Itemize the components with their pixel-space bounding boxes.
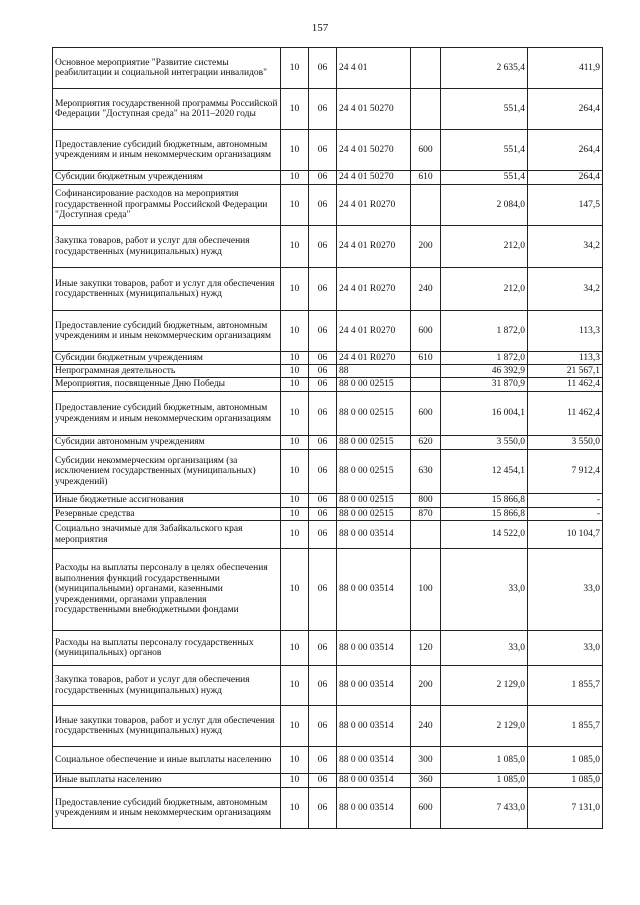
planned-amount-cell: 1 085,0	[441, 747, 528, 774]
subsection-code-cell: 06	[309, 171, 337, 185]
target-item-cell: 88 0 00 03514	[337, 747, 411, 774]
table-row	[53, 788, 603, 829]
subsection-code-cell: 06	[309, 89, 337, 130]
expense-type-cell: 600	[411, 130, 441, 171]
executed-amount-cell: 264,4	[528, 89, 603, 130]
expense-type-cell: 300	[411, 747, 441, 774]
planned-amount-cell: 46 392,9	[441, 365, 528, 378]
table-row	[53, 89, 603, 130]
row-name-cell: Иные закупки товаров, работ и услуг для обеспечения государственных (муниципальных) нужд	[53, 706, 281, 747]
table-row	[53, 130, 603, 171]
expense-type-cell: 620	[411, 436, 441, 450]
table-row	[53, 436, 603, 450]
expense-type-cell	[411, 378, 441, 392]
executed-amount-cell: 264,4	[528, 171, 603, 185]
section-code-cell: 10	[281, 365, 309, 378]
target-item-cell: 88 0 00 02515	[337, 450, 411, 494]
executed-amount-cell: 147,5	[528, 185, 603, 226]
row-name-cell: Закупка товаров, работ и услуг для обеспечения государственных (муниципальных) нужд	[53, 226, 281, 268]
row-name-cell: Резервные средства	[53, 508, 281, 521]
subsection-code-cell: 06	[309, 48, 337, 89]
expense-type-cell: 200	[411, 226, 441, 268]
target-item-cell: 88 0 00 03514	[337, 631, 411, 666]
section-code-cell: 10	[281, 171, 309, 185]
planned-amount-cell: 551,4	[441, 89, 528, 130]
target-item-cell: 88 0 00 03514	[337, 788, 411, 829]
expense-type-cell: 600	[411, 788, 441, 829]
row-name-cell: Иные бюджетные ассигнования	[53, 494, 281, 508]
row-name-cell: Субсидии бюджетным учреждениям	[53, 352, 281, 365]
executed-amount-cell: 1 085,0	[528, 774, 603, 788]
planned-amount-cell: 31 870,9	[441, 378, 528, 392]
section-code-cell: 10	[281, 508, 309, 521]
target-item-cell: 24 4 01 R0270	[337, 226, 411, 268]
table-row	[53, 171, 603, 185]
table-row	[53, 494, 603, 508]
section-code-cell: 10	[281, 48, 309, 89]
section-code-cell: 10	[281, 226, 309, 268]
executed-amount-cell: 1 855,7	[528, 706, 603, 747]
planned-amount-cell: 2 635,4	[441, 48, 528, 89]
subsection-code-cell: 06	[309, 774, 337, 788]
subsection-code-cell: 06	[309, 706, 337, 747]
planned-amount-cell: 33,0	[441, 549, 528, 631]
row-name-cell: Субсидии бюджетным учреждениям	[53, 171, 281, 185]
row-name-cell: Иные выплаты населению	[53, 774, 281, 788]
subsection-code-cell: 06	[309, 378, 337, 392]
executed-amount-cell: 11 462,4	[528, 378, 603, 392]
planned-amount-cell: 212,0	[441, 226, 528, 268]
subsection-code-cell: 06	[309, 130, 337, 171]
row-name-cell: Субсидии некоммерческим организациям (за исключением государственных (муниципальных) учреждений)	[53, 450, 281, 494]
expense-type-cell	[411, 365, 441, 378]
expense-type-cell: 630	[411, 450, 441, 494]
expense-type-cell	[411, 89, 441, 130]
executed-amount-cell: 7 912,4	[528, 450, 603, 494]
table-row	[53, 508, 603, 521]
subsection-code-cell: 06	[309, 185, 337, 226]
expense-type-cell	[411, 185, 441, 226]
table-row	[53, 378, 603, 392]
expense-type-cell: 610	[411, 171, 441, 185]
subsection-code-cell: 06	[309, 365, 337, 378]
expense-type-cell: 600	[411, 392, 441, 436]
planned-amount-cell: 14 522,0	[441, 521, 528, 549]
section-code-cell: 10	[281, 521, 309, 549]
table-row	[53, 747, 603, 774]
row-name-cell: Расходы на выплаты персоналу государственных (муниципальных) органов	[53, 631, 281, 666]
executed-amount-cell: -	[528, 494, 603, 508]
section-code-cell: 10	[281, 631, 309, 666]
section-code-cell: 10	[281, 747, 309, 774]
expense-type-cell: 240	[411, 268, 441, 311]
budget-table-body	[53, 48, 603, 829]
expense-type-cell: 120	[411, 631, 441, 666]
subsection-code-cell: 06	[309, 352, 337, 365]
subsection-code-cell: 06	[309, 549, 337, 631]
section-code-cell: 10	[281, 450, 309, 494]
table-row	[53, 549, 603, 631]
executed-amount-cell: 1 085,0	[528, 747, 603, 774]
section-code-cell: 10	[281, 774, 309, 788]
table-row	[53, 450, 603, 494]
executed-amount-cell: 113,3	[528, 311, 603, 352]
expense-type-cell: 100	[411, 549, 441, 631]
planned-amount-cell: 7 433,0	[441, 788, 528, 829]
planned-amount-cell: 1 872,0	[441, 352, 528, 365]
table-row	[53, 774, 603, 788]
row-name-cell: Закупка товаров, работ и услуг для обеспечения государственных (муниципальных) нужд	[53, 666, 281, 706]
subsection-code-cell: 06	[309, 521, 337, 549]
expense-type-cell: 240	[411, 706, 441, 747]
target-item-cell: 24 4 01 R0270	[337, 268, 411, 311]
target-item-cell: 88 0 00 02515	[337, 508, 411, 521]
executed-amount-cell: 33,0	[528, 631, 603, 666]
executed-amount-cell: -	[528, 508, 603, 521]
row-name-cell: Софинансирование расходов на мероприятия государственной программы Российской Федерации "Доступная среда"	[53, 185, 281, 226]
executed-amount-cell: 3 550,0	[528, 436, 603, 450]
planned-amount-cell: 12 454,1	[441, 450, 528, 494]
target-item-cell: 88 0 00 02515	[337, 436, 411, 450]
target-item-cell: 88 0 00 03514	[337, 706, 411, 747]
target-item-cell: 24 4 01 R0270	[337, 185, 411, 226]
expense-type-cell: 800	[411, 494, 441, 508]
executed-amount-cell: 33,0	[528, 549, 603, 631]
section-code-cell: 10	[281, 185, 309, 226]
planned-amount-cell: 551,4	[441, 130, 528, 171]
row-name-cell: Непрограммная деятельность	[53, 365, 281, 378]
planned-amount-cell: 2 084,0	[441, 185, 528, 226]
executed-amount-cell: 34,2	[528, 226, 603, 268]
section-code-cell: 10	[281, 706, 309, 747]
target-item-cell: 88 0 00 02515	[337, 378, 411, 392]
expense-type-cell: 360	[411, 774, 441, 788]
section-code-cell: 10	[281, 494, 309, 508]
target-item-cell: 88	[337, 365, 411, 378]
target-item-cell: 88 0 00 03514	[337, 774, 411, 788]
table-row	[53, 48, 603, 89]
planned-amount-cell: 15 866,8	[441, 494, 528, 508]
planned-amount-cell: 15 866,8	[441, 508, 528, 521]
executed-amount-cell: 10 104,7	[528, 521, 603, 549]
planned-amount-cell: 212,0	[441, 268, 528, 311]
table-row	[53, 226, 603, 268]
section-code-cell: 10	[281, 311, 309, 352]
planned-amount-cell: 2 129,0	[441, 666, 528, 706]
subsection-code-cell: 06	[309, 436, 337, 450]
row-name-cell: Мероприятия государственной программы Российской Федерации "Доступная среда" на 2011–2020 годы	[53, 89, 281, 130]
subsection-code-cell: 06	[309, 268, 337, 311]
table-row	[53, 365, 603, 378]
table-row	[53, 352, 603, 365]
executed-amount-cell: 11 462,4	[528, 392, 603, 436]
subsection-code-cell: 06	[309, 494, 337, 508]
row-name-cell: Социальное обеспечение и иные выплаты населению	[53, 747, 281, 774]
table-row	[53, 185, 603, 226]
section-code-cell: 10	[281, 130, 309, 171]
executed-amount-cell: 7 131,0	[528, 788, 603, 829]
executed-amount-cell: 411,9	[528, 48, 603, 89]
table-row	[53, 706, 603, 747]
subsection-code-cell: 06	[309, 226, 337, 268]
row-name-cell: Иные закупки товаров, работ и услуг для обеспечения государственных (муниципальных) нужд	[53, 268, 281, 311]
row-name-cell: Мероприятия, посвященные Дню Победы	[53, 378, 281, 392]
expense-type-cell: 870	[411, 508, 441, 521]
target-item-cell: 88 0 00 02515	[337, 494, 411, 508]
target-item-cell: 88 0 00 03514	[337, 521, 411, 549]
expense-type-cell	[411, 48, 441, 89]
table-row	[53, 268, 603, 311]
section-code-cell: 10	[281, 89, 309, 130]
target-item-cell: 88 0 00 03514	[337, 666, 411, 706]
row-name-cell: Расходы на выплаты персоналу в целях обеспечения выполнения функций государственными (муниципальными) органами, казенными учреждениями, органами управления государственными внебюджетными фондами	[53, 549, 281, 631]
planned-amount-cell: 3 550,0	[441, 436, 528, 450]
subsection-code-cell: 06	[309, 747, 337, 774]
row-name-cell: Субсидии автономным учреждениям	[53, 436, 281, 450]
target-item-cell: 24 4 01 R0270	[337, 352, 411, 365]
planned-amount-cell: 1 085,0	[441, 774, 528, 788]
page-number: 157	[311, 22, 329, 34]
row-name-cell: Предоставление субсидий бюджетным, автономным учреждениям и иным некоммерческим организациям	[53, 392, 281, 436]
target-item-cell: 24 4 01 50270	[337, 89, 411, 130]
planned-amount-cell: 1 872,0	[441, 311, 528, 352]
executed-amount-cell: 34,2	[528, 268, 603, 311]
expense-type-cell: 610	[411, 352, 441, 365]
section-code-cell: 10	[281, 378, 309, 392]
row-name-cell: Предоставление субсидий бюджетным, автономным учреждениям и иным некоммерческим организациям	[53, 788, 281, 829]
section-code-cell: 10	[281, 666, 309, 706]
table-row	[53, 392, 603, 436]
planned-amount-cell: 33,0	[441, 631, 528, 666]
section-code-cell: 10	[281, 392, 309, 436]
expense-type-cell: 600	[411, 311, 441, 352]
row-name-cell: Социально значимые для Забайкальского края мероприятия	[53, 521, 281, 549]
expense-type-cell	[411, 521, 441, 549]
executed-amount-cell: 1 855,7	[528, 666, 603, 706]
row-name-cell: Предоставление субсидий бюджетным, автономным учреждениям и иным некоммерческим организациям	[53, 311, 281, 352]
section-code-cell: 10	[281, 268, 309, 311]
section-code-cell: 10	[281, 788, 309, 829]
section-code-cell: 10	[281, 436, 309, 450]
executed-amount-cell: 264,4	[528, 130, 603, 171]
target-item-cell: 88 0 00 03514	[337, 549, 411, 631]
subsection-code-cell: 06	[309, 788, 337, 829]
table-row	[53, 631, 603, 666]
section-code-cell: 10	[281, 352, 309, 365]
target-item-cell: 88 0 00 02515	[337, 392, 411, 436]
budget-table	[52, 47, 603, 829]
planned-amount-cell: 551,4	[441, 171, 528, 185]
executed-amount-cell: 21 567,1	[528, 365, 603, 378]
subsection-code-cell: 06	[309, 392, 337, 436]
planned-amount-cell: 16 004,1	[441, 392, 528, 436]
row-name-cell: Основное мероприятие "Развитие системы реабилитации и социальной интеграции инвалидов"	[53, 48, 281, 89]
subsection-code-cell: 06	[309, 631, 337, 666]
executed-amount-cell: 113,3	[528, 352, 603, 365]
expense-type-cell: 200	[411, 666, 441, 706]
planned-amount-cell: 2 129,0	[441, 706, 528, 747]
target-item-cell: 24 4 01 50270	[337, 130, 411, 171]
target-item-cell: 24 4 01	[337, 48, 411, 89]
target-item-cell: 24 4 01 50270	[337, 171, 411, 185]
table-row	[53, 521, 603, 549]
table-row	[53, 311, 603, 352]
subsection-code-cell: 06	[309, 666, 337, 706]
section-code-cell: 10	[281, 549, 309, 631]
table-row	[53, 666, 603, 706]
subsection-code-cell: 06	[309, 311, 337, 352]
row-name-cell: Предоставление субсидий бюджетным, автономным учреждениям и иным некоммерческим организациям	[53, 130, 281, 171]
target-item-cell: 24 4 01 R0270	[337, 311, 411, 352]
subsection-code-cell: 06	[309, 450, 337, 494]
subsection-code-cell: 06	[309, 508, 337, 521]
